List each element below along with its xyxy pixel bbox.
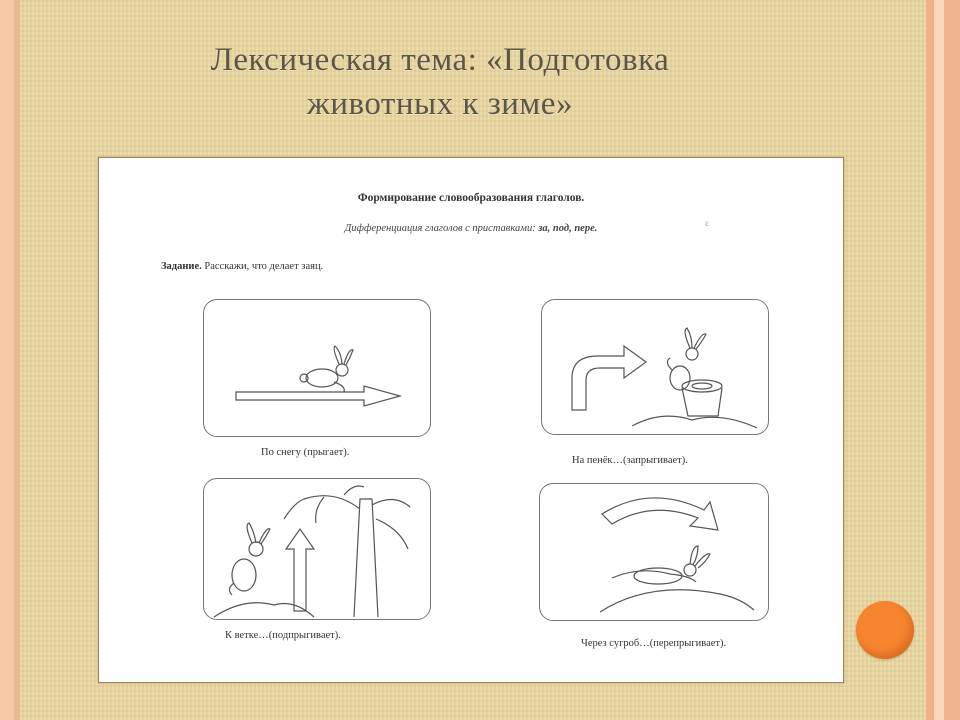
subheading-prefix-text: Дифференциация глаголов с приставками: xyxy=(344,223,536,234)
panel-onto-stump xyxy=(541,299,769,435)
slide-title xyxy=(60,38,820,126)
decor-stripe xyxy=(926,0,934,720)
task-label: Задание. xyxy=(161,261,202,272)
worksheet-subheading xyxy=(99,223,843,234)
hare-stump-illustration xyxy=(542,300,768,434)
panel-2-caption: На пенёк…(запрыгивает). xyxy=(572,455,688,466)
panel-3-caption: К ветке…(подпрыгивает). xyxy=(225,630,341,641)
worksheet-task xyxy=(161,261,323,272)
panel-4-caption: Через сугроб…(перепрыгивает). xyxy=(581,638,727,649)
panel-over-snowdrift xyxy=(539,483,769,621)
scan-speck: ε xyxy=(705,218,709,228)
decor-stripe xyxy=(944,0,960,720)
task-text: Расскажи, что делает заяц. xyxy=(204,261,324,272)
hare-tree-illustration xyxy=(204,479,430,619)
decor-stripe xyxy=(934,0,944,720)
title-line-1: Лексическая тема: «Подготовка xyxy=(210,42,670,78)
hare-running-illustration xyxy=(204,300,430,436)
decor-orange-circle xyxy=(856,601,914,659)
worksheet-heading: Формирование словообразования глаголов. xyxy=(357,192,585,204)
title-line-2: животных к зиме» xyxy=(307,86,573,122)
worksheet-image xyxy=(98,157,844,683)
subheading-prefixes: за, под, пере. xyxy=(538,223,598,234)
panel-1-caption: По снегу (прыгает). xyxy=(261,447,350,458)
panel-run-on-snow xyxy=(203,299,431,437)
panel-to-branch xyxy=(203,478,431,620)
hare-jump-illustration xyxy=(540,484,768,620)
